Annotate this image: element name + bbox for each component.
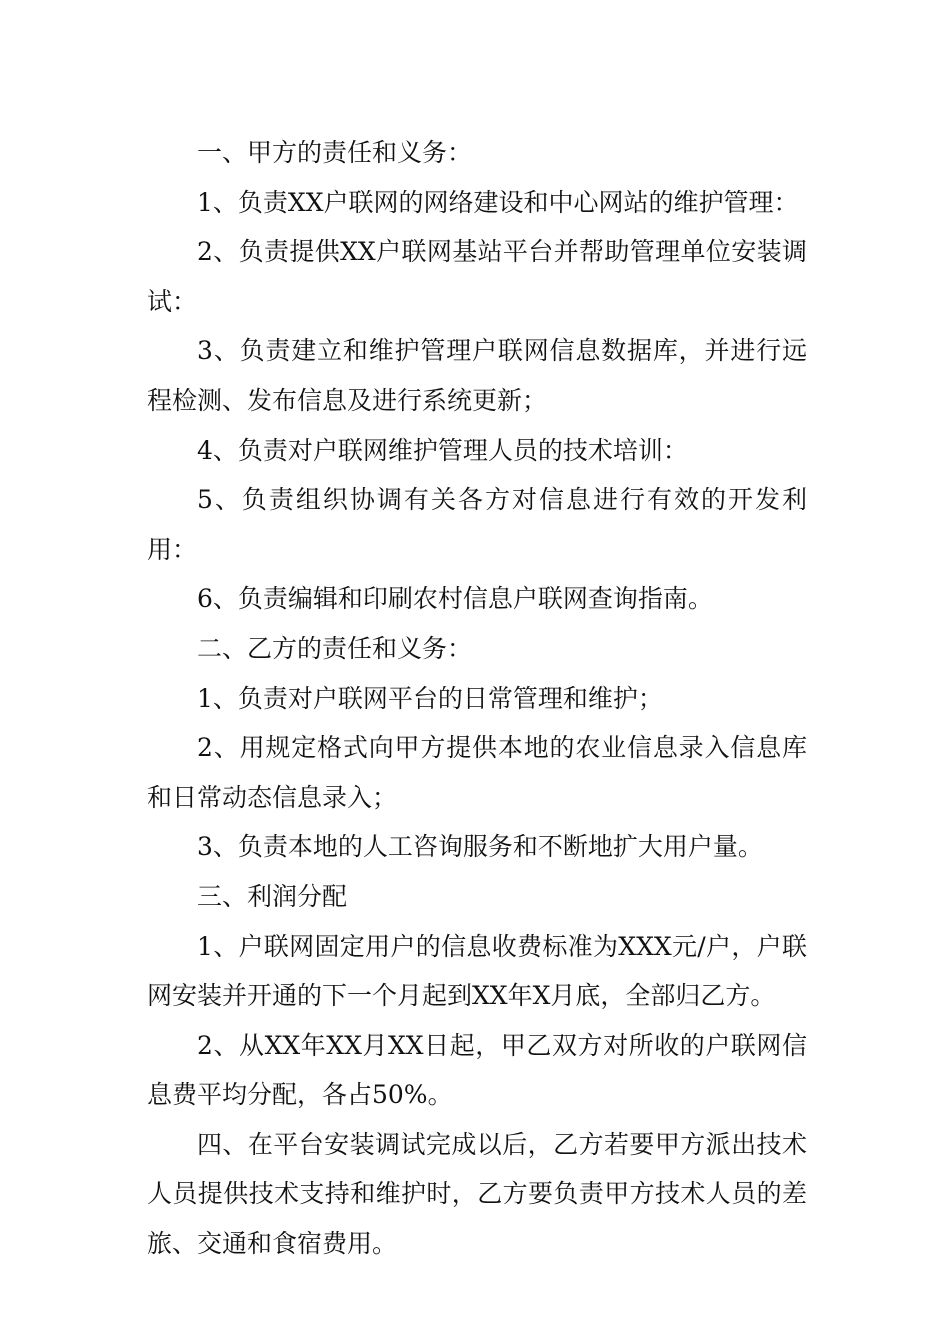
list-item: 6、负责编辑和印刷农村信息户联网查询指南。: [197, 584, 713, 614]
section-heading-party-b: 二、乙方的责任和义务：: [197, 633, 473, 663]
list-item: 3、负责本地的人工咨询服务和不断地扩大用户量。: [197, 832, 763, 862]
list-item: 2、负责提供XX户联网基站平台并帮助管理单位安装调试：: [147, 237, 807, 316]
list-item: 5、负责组织协调有关各方对信息进行有效的开发利用：: [147, 485, 807, 564]
list-item: 1、负责对户联网平台的日常管理和维护；: [197, 683, 663, 713]
section-heading-party-a: 一、甲方的责任和义务：: [197, 138, 473, 167]
list-item: 4、负责对户联网维护管理人员的技术培训：: [197, 435, 688, 465]
list-item: 1、负责XX户联网的网络建设和中心网站的维护管理：: [197, 187, 799, 217]
list-item: 3、负责建立和维护管理户联网信息数据库，并进行远程检测、发布信息及进行系统更新；: [147, 336, 807, 415]
list-item: 1、户联网固定用户的信息收费标准为XXX元/户，户联网安装并开通的下一个月起到XX年X月底，全部归乙方。: [147, 931, 807, 1011]
document-body: [147, 128, 807, 1269]
section-heading-technical-support: 四、在平台安装调试完成以后，乙方若要甲方派出技术人员提供技术支持和维护时，乙方要负责甲方技术人员的差旅、交通和食宿费用。: [147, 1129, 807, 1259]
section-heading-profit: 三、利润分配: [197, 881, 348, 911]
list-item: 2、从XX年XX月XX日起，甲乙双方对所收的户联网信息费平均分配，各占50%。: [147, 1030, 807, 1110]
list-item: 2、用规定格式向甲方提供本地的农业信息录入信息库和日常动态信息录入；: [147, 733, 807, 812]
